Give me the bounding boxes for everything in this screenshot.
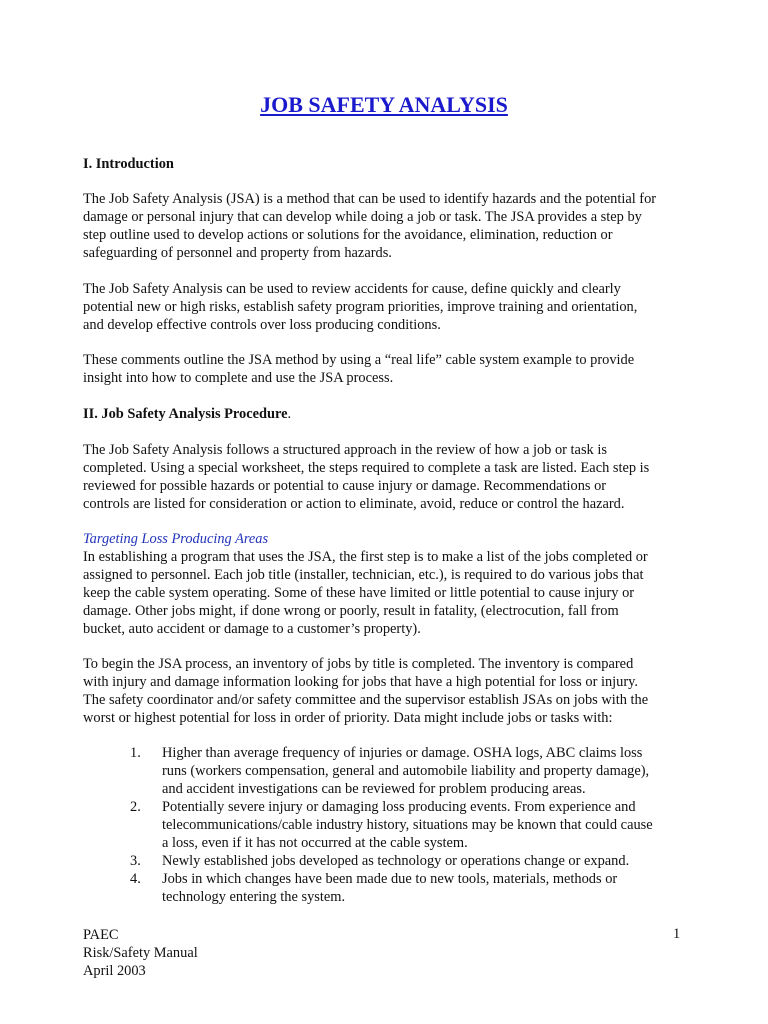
text-line: Jobs in which changes have been made due to new tools, materials, methods or	[162, 871, 618, 887]
text-line: completed. Using a special worksheet, the steps required to complete a task are listed. Each step is	[83, 460, 650, 476]
text-line: Higher than average frequency of injuries or damage. OSHA logs, ABC claims loss	[162, 745, 643, 761]
text-line: bucket, auto accident or damage to a customer’s property).	[83, 621, 421, 637]
text-line: These comments outline the JSA method by using a “real life” cable system example to provide	[83, 352, 635, 368]
text-line: step outline used to develop actions or solutions for the avoidance, elimination, reduction or	[83, 227, 613, 243]
list-item-number: 4.	[130, 871, 141, 887]
text-line: runs (workers compensation, general and automobile liability and property damage),	[162, 763, 650, 779]
text-line: safeguarding of personnel and property from hazards.	[83, 245, 392, 261]
list-item-number: 3.	[130, 853, 141, 869]
section-1-paragraph-2	[83, 280, 683, 334]
footer-line: April 2003	[83, 963, 146, 979]
text-line: damage. Other jobs might, if done wrong or poorly, result in fatality, (electrocution, fall from	[83, 603, 619, 619]
footer-line: PAEC	[83, 927, 119, 943]
text-line: and accident investigations can be reviewed for problem producing areas.	[162, 781, 586, 797]
section-2-heading	[83, 405, 683, 423]
text-line: with injury and damage information looking for jobs that have a high potential for loss or injury.	[83, 674, 638, 690]
text-line: worst or highest potential for loss in order of priority. Data might include jobs or tasks with:	[83, 710, 613, 726]
text-line: The Job Safety Analysis follows a structured approach in the review of how a job or task is	[83, 442, 607, 458]
list-item-number: 1.	[130, 745, 141, 761]
text-line: reviewed for possible hazards or potential to cause injury or damage. Recommendations or	[83, 478, 607, 494]
text-line: To begin the JSA process, an inventory of jobs by title is completed. The inventory is compared	[83, 656, 634, 672]
document-title: JOB SAFETY ANALYSIS	[260, 92, 508, 117]
footer-line: Risk/Safety Manual	[83, 945, 198, 961]
text-line: The Job Safety Analysis can be used to review accidents for cause, define quickly and clearly	[83, 281, 621, 297]
text-line: Newly established jobs developed as technology or operations change or expand.	[162, 853, 630, 869]
text-line: controls are listed for consideration or action to eliminate, avoid, reduce or control the hazard.	[83, 496, 625, 512]
numbered-list	[130, 744, 690, 906]
text-line: In establishing a program that uses the JSA, the first step is to make a list of the jobs completed or	[83, 549, 648, 565]
text-line: a loss, even if it has not occurred at the cable system.	[162, 835, 468, 851]
text-line: assigned to personnel. Each job title (installer, technician, etc.), is required to do various jobs that	[83, 567, 644, 583]
section-1-paragraph-1	[83, 190, 683, 262]
section-1-paragraph-3	[83, 351, 683, 387]
section-2-paragraph-3	[83, 655, 683, 727]
text-line: keep the cable system operating. Some of these have limited or little potential to cause injury or	[83, 585, 635, 601]
section-2-paragraph-2	[83, 548, 683, 638]
text-line: The Job Safety Analysis (JSA) is a method that can be used to identify hazards and the potential for	[83, 191, 657, 207]
list-item	[130, 798, 690, 852]
page-footer	[83, 926, 198, 980]
text-line: and develop effective controls over loss producing conditions.	[83, 317, 441, 333]
text-line: potential new or high risks, establish safety program priorities, improve training and orientation,	[83, 299, 638, 315]
page-number: 1	[673, 926, 681, 942]
text-line: The safety coordinator and/or safety committee and the supervisor establish JSAs on jobs with the	[83, 692, 649, 708]
text-line: damage or personal injury that can develop while doing a job or task. The JSA provides a step by	[83, 209, 642, 225]
subheading-targeting-loss: Targeting Loss Producing Areas	[83, 531, 269, 547]
text-line: Potentially severe injury or damaging loss producing events. From experience and	[162, 799, 636, 815]
section-1-heading: I. Introduction	[83, 156, 174, 172]
text-line: insight into how to complete and use the JSA process.	[83, 370, 394, 386]
text-line: technology entering the system.	[162, 889, 346, 905]
text-line: telecommunications/cable industry history, situations may be known that could cause	[162, 817, 653, 833]
list-item-number: 2.	[130, 799, 141, 815]
list-item	[130, 744, 690, 798]
section-2-heading-suffix: .	[287, 406, 292, 422]
list-item	[130, 852, 690, 870]
section-2-paragraph-1	[83, 441, 683, 513]
section-2-heading-text: II. Job Safety Analysis Procedure	[83, 406, 288, 422]
list-item	[130, 870, 690, 906]
